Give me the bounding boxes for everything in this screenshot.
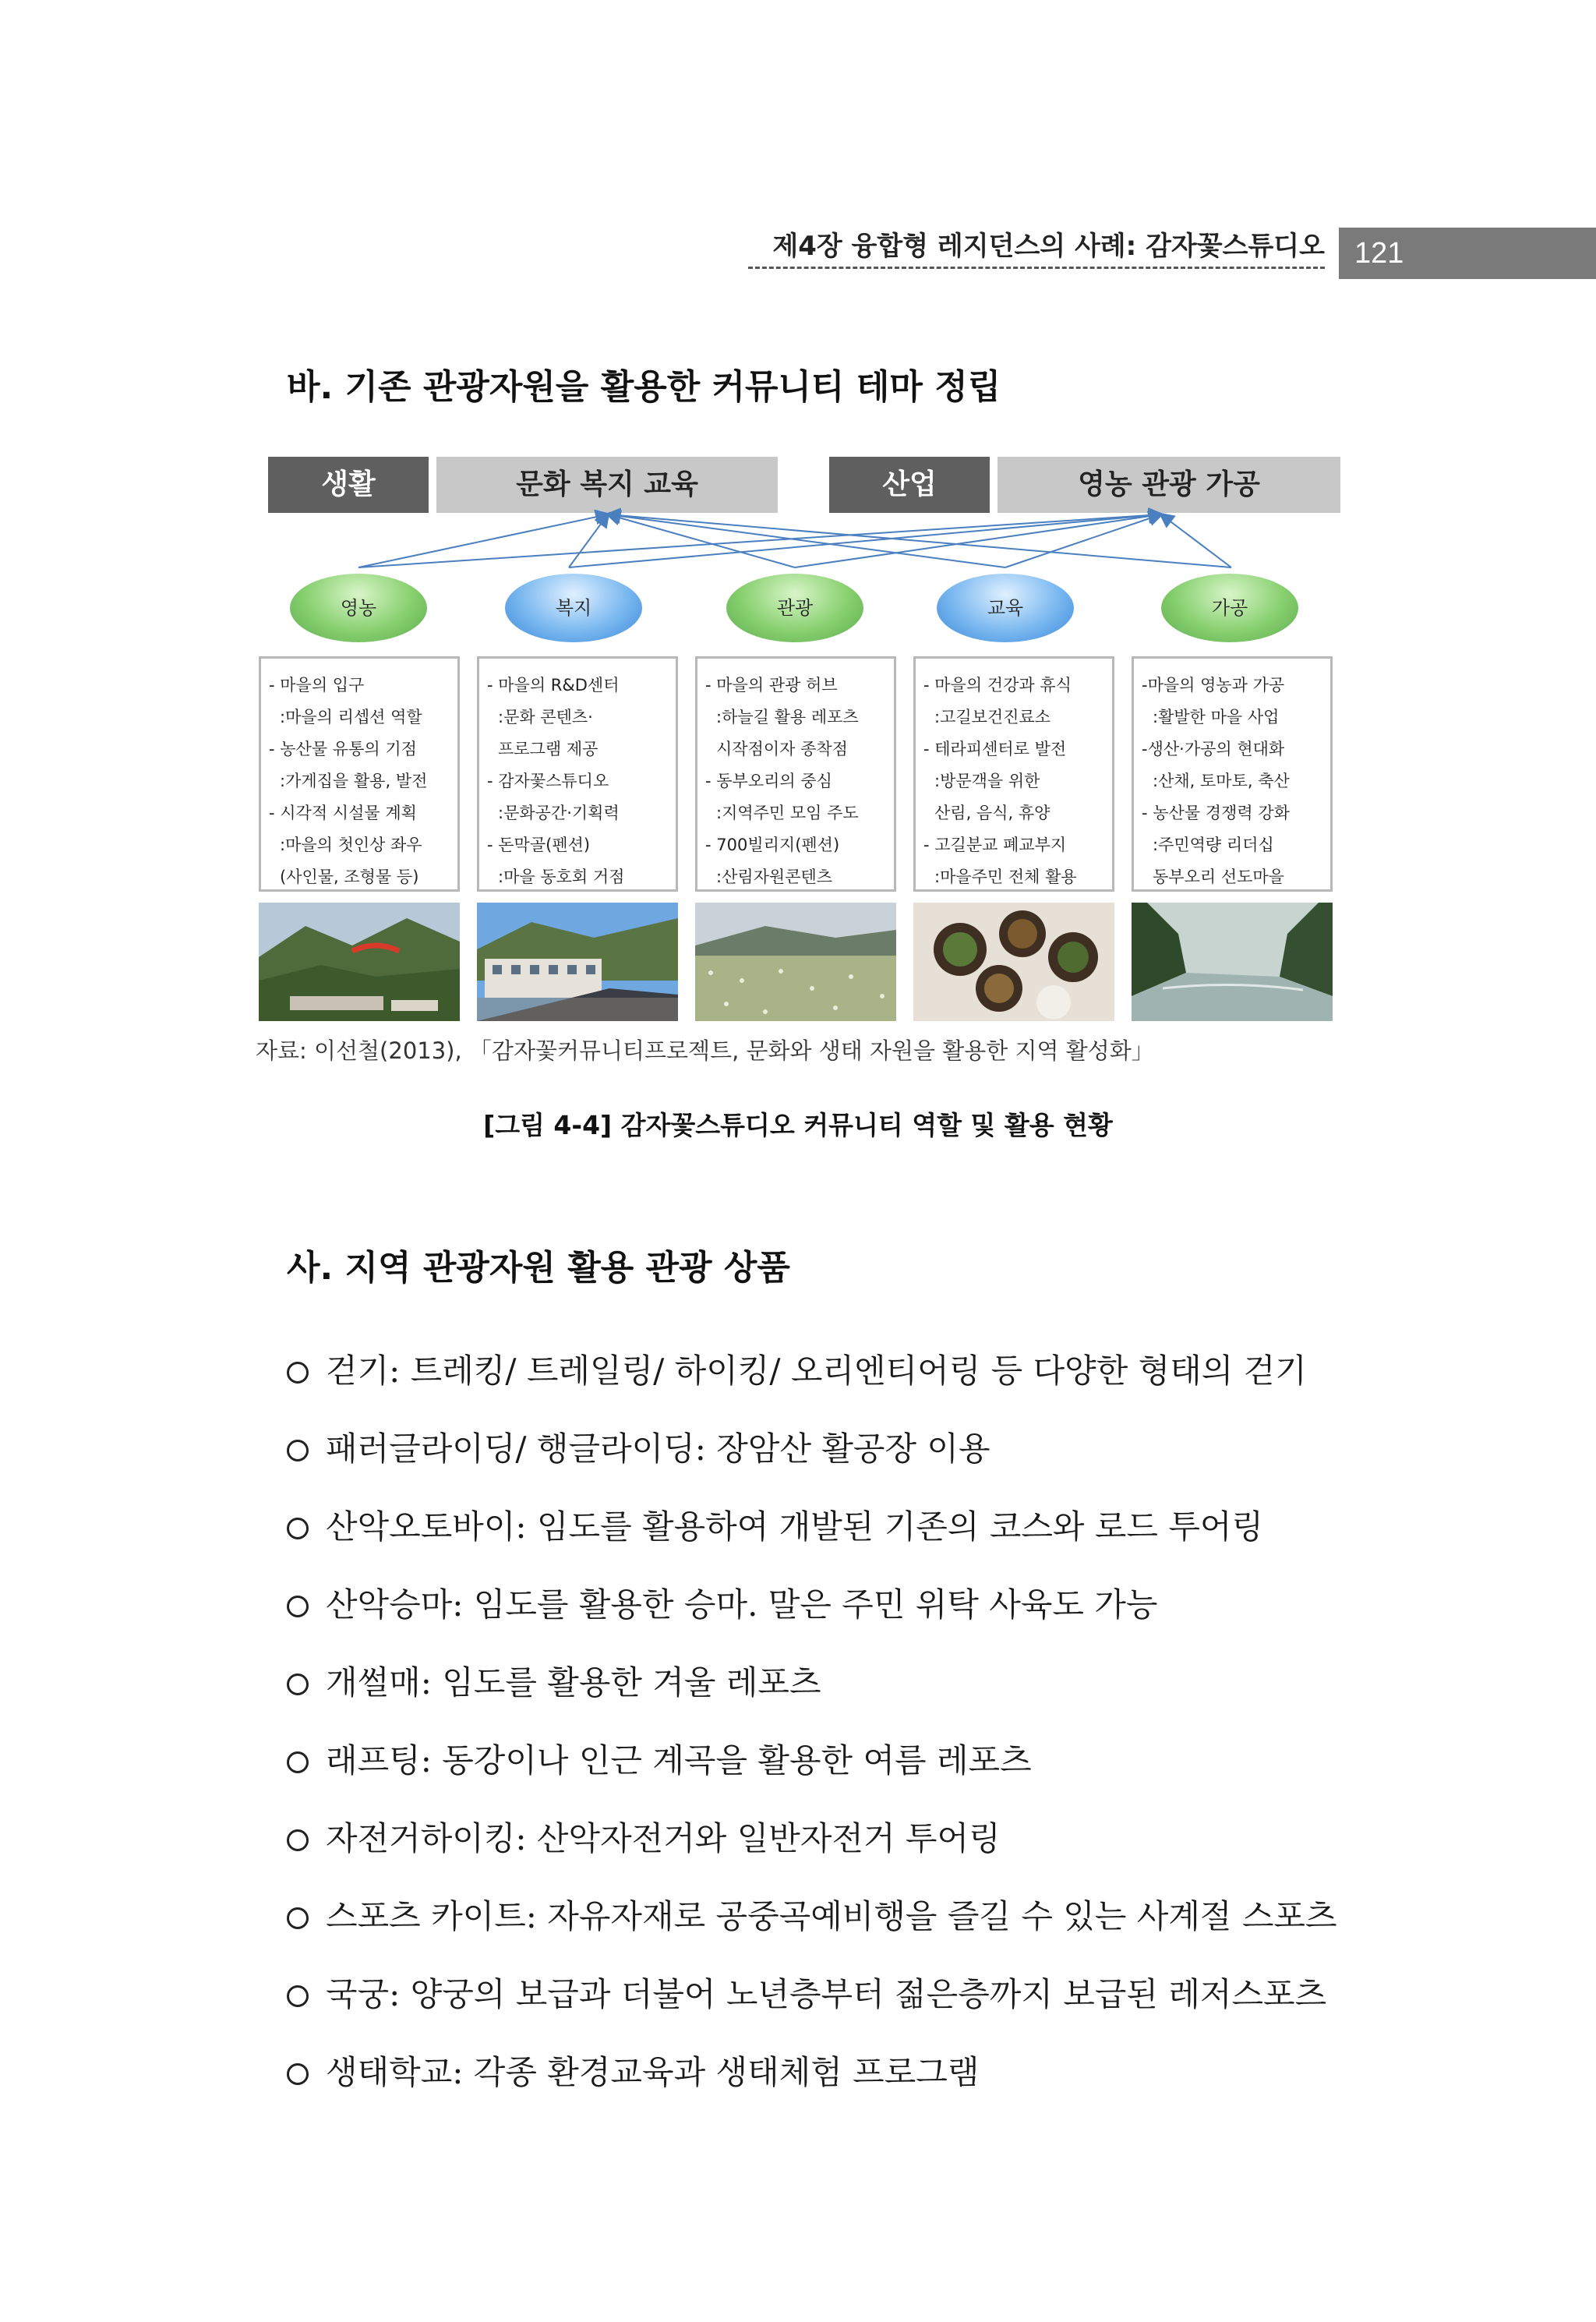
role-line: - 700빌리지(펜션) xyxy=(705,836,840,854)
role-line: - 동부오리의 중심 xyxy=(705,772,832,790)
role-line: 산림, 음식, 휴양 xyxy=(934,804,1050,822)
school-building-photo xyxy=(477,903,678,1021)
list-item xyxy=(287,1891,1337,1938)
running-title: 제4장 융합형 레지던스의 사례: 감자꽃스튜디오 xyxy=(748,226,1325,269)
bubble-welfare: 복지 xyxy=(505,574,642,642)
list-item-text: 개썰매: 임도를 활용한 겨울 레포츠 xyxy=(326,1663,821,1702)
community-role-figure xyxy=(257,452,1340,1029)
list-item-text: 산악오토바이: 임도를 활용하여 개발된 기존의 코스와 로드 투어링 xyxy=(326,1507,1264,1546)
role-line: :마을의 첫인상 좌우 xyxy=(280,836,422,854)
river-landscape-photo xyxy=(1132,903,1333,1021)
list-item-text: 걷기: 트레킹/ 트레일링/ 하이킹/ 오리엔티어링 등 다양한 형태의 걷기 xyxy=(326,1352,1307,1390)
bubble-processing: 가공 xyxy=(1161,574,1298,642)
category-industry: 산업 xyxy=(829,457,990,513)
list-item xyxy=(287,1969,1326,2016)
section-ba-title: 바. 기존 관광자원을 활용한 커뮤니티 테마 정립 xyxy=(287,367,1001,407)
list-item-text: 래프팅: 동강이나 인근 계곡을 활용한 여름 레포츠 xyxy=(326,1741,1032,1779)
role-box-tourism xyxy=(695,656,896,892)
role-line: - 마을의 관광 허브 xyxy=(705,676,838,694)
role-line: :방문객을 위한 xyxy=(934,772,1040,790)
list-item-text: 패러글라이딩/ 행글라이딩: 장암산 활공장 이용 xyxy=(326,1430,990,1468)
role-line: - 마을의 R&D센터 xyxy=(487,676,620,694)
list-item-text: 생태학교: 각종 환경교육과 생태체험 프로그램 xyxy=(326,2053,980,2091)
role-line: - 고길분교 폐교부지 xyxy=(923,836,1067,854)
figure-source: 자료: 이선철(2013), 「감자꽃커뮤니티프로젝트, 문화와 생태 자원을 활용한 지역 활성화」 xyxy=(256,1037,1154,1064)
role-line: :마을 동호회 거점 xyxy=(498,868,625,886)
circle-bullet-icon xyxy=(287,2063,309,2085)
circle-bullet-icon xyxy=(287,1518,309,1539)
category-culture-welfare-education: 문화 복지 교육 xyxy=(436,457,778,513)
role-line: :주민역량 리더십 xyxy=(1153,836,1274,854)
buckwheat-field-photo xyxy=(695,903,896,1021)
role-line: :산림자원콘텐츠 xyxy=(716,868,833,886)
role-line: :문화 콘텐츠· xyxy=(498,708,593,726)
role-line: :문화공간·기획력 xyxy=(498,804,620,822)
page-number: 121 xyxy=(1339,228,1596,279)
bubble-education: 교육 xyxy=(937,574,1074,642)
circle-bullet-icon xyxy=(287,1985,309,2007)
role-line: :고길보건진료소 xyxy=(934,708,1051,726)
role-line: - 돈막골(펜션) xyxy=(487,836,591,854)
role-line: 동부오리 선도마을 xyxy=(1153,868,1284,886)
role-box-education xyxy=(913,656,1114,892)
role-line: -생산·가공의 현대화 xyxy=(1142,740,1285,758)
role-box-farming xyxy=(259,656,460,892)
role-line: :활발한 마을 사업 xyxy=(1153,708,1280,726)
role-line: - 시각적 시설물 계획 xyxy=(269,804,417,822)
list-item xyxy=(287,1735,1032,1782)
list-item xyxy=(287,1345,1307,1392)
list-item-text: 자전거하이킹: 산악자전거와 일반자전거 투어링 xyxy=(326,1819,1001,1857)
role-box-processing xyxy=(1132,656,1333,892)
list-item xyxy=(287,1813,1001,1860)
list-item-text: 산악승마: 임도를 활용한 승마. 말은 주민 위탁 사육도 가능 xyxy=(326,1585,1158,1624)
role-line: - 마을의 건강과 휴식 xyxy=(923,676,1072,694)
circle-bullet-icon xyxy=(287,1673,309,1695)
role-line: - 마을의 입구 xyxy=(269,676,365,694)
figure-caption: [그림 4-4] 감자꽃스튜디오 커뮤니티 역할 및 활용 현황 xyxy=(483,1110,1113,1140)
category-life: 생활 xyxy=(268,457,429,513)
category-farming-tourism-processing: 영농 관광 가공 xyxy=(998,457,1340,513)
circle-bullet-icon xyxy=(287,1596,309,1617)
role-line: - 농산물 경쟁력 강화 xyxy=(1142,804,1290,822)
connector-lines xyxy=(257,452,1340,585)
list-item xyxy=(287,2047,979,2094)
food-dishes-photo xyxy=(913,903,1114,1021)
paraglider-mountain-photo xyxy=(259,903,460,1021)
bubble-tourism: 관광 xyxy=(726,574,863,642)
circle-bullet-icon xyxy=(287,1362,309,1384)
bubble-farming: 영농 xyxy=(290,574,427,642)
list-item xyxy=(287,1423,990,1470)
role-box-welfare xyxy=(477,656,678,892)
circle-bullet-icon xyxy=(287,1751,309,1773)
list-item xyxy=(287,1657,821,1704)
role-line: - 테라피센터로 발전 xyxy=(923,740,1067,758)
role-line: :가게집을 활용, 발전 xyxy=(280,772,428,790)
role-line: :지역주민 모임 주도 xyxy=(716,804,859,822)
circle-bullet-icon xyxy=(287,1907,309,1929)
role-line: 프로그램 제공 xyxy=(498,740,598,758)
list-item-text: 스포츠 카이트: 자유자재로 공중곡예비행을 즐길 수 있는 사계절 스포츠 xyxy=(326,1897,1337,1935)
role-line: - 감자꽃스튜디오 xyxy=(487,772,609,790)
list-item xyxy=(287,1579,1157,1626)
role-line: :하늘길 활용 레포츠 xyxy=(716,708,859,726)
list-item xyxy=(287,1501,1263,1548)
role-line: - 농산물 유통의 기점 xyxy=(269,740,417,758)
role-line: 시작점이자 종착점 xyxy=(716,740,848,758)
role-line: :마을의 리셉션 역할 xyxy=(280,708,422,726)
list-item-text: 국궁: 양궁의 보급과 더불어 노년층부터 젊은층까지 보급된 레저스포츠 xyxy=(326,1975,1327,2013)
role-line: (사인물, 조형물 등) xyxy=(280,868,419,886)
circle-bullet-icon xyxy=(287,1440,309,1461)
role-line: :마을주민 전체 활용 xyxy=(934,868,1077,886)
role-line: -마을의 영농과 가공 xyxy=(1142,676,1285,694)
role-line: :산채, 토마토, 축산 xyxy=(1153,772,1290,790)
section-sa-title: 사. 지역 관광자원 활용 관광 상품 xyxy=(287,1248,790,1288)
circle-bullet-icon xyxy=(287,1829,309,1851)
